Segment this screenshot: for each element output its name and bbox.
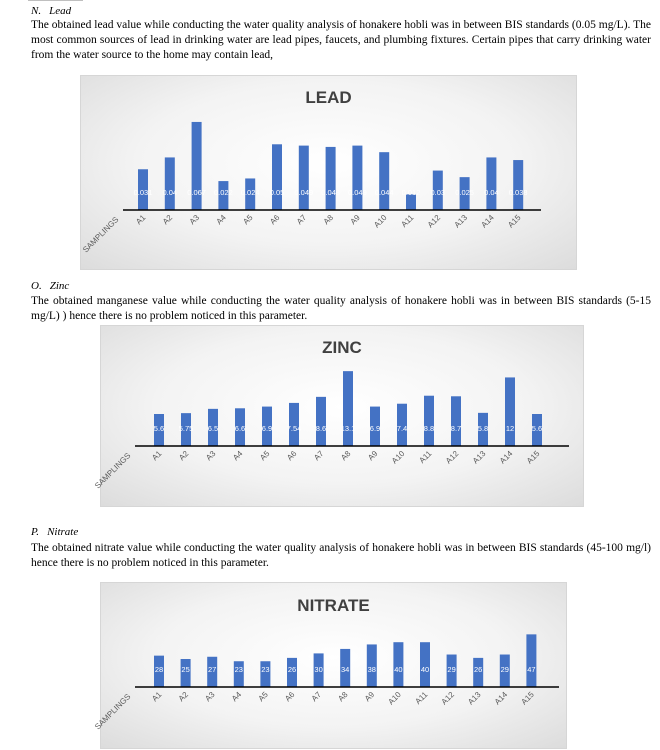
section-text-zinc: The obtained manganese value while conducting the water quality analysis of honakere hobli was in between BIS standards (5-15 mg/L) ) hence there is no problem noticed in this parameter. [31, 295, 651, 322]
chart-title: ZINC [322, 338, 362, 357]
tick-label-a5: A5 [256, 690, 270, 704]
data-label-a11: 40 [420, 665, 430, 674]
tick-label-a15: A15 [506, 213, 523, 230]
tick-label-a14: A14 [492, 690, 510, 707]
x-axis-label: SAMPLINGS [93, 451, 133, 491]
data-label-a1: 28 [154, 665, 164, 674]
tick-label-a4: A4 [231, 449, 245, 463]
tick-label-a12: A12 [425, 213, 443, 230]
data-label-a4: 0.022 [214, 188, 233, 197]
tick-label-a2: A2 [160, 213, 175, 227]
data-label-a15: 0.038 [508, 188, 528, 197]
data-label-a1: 0.031 [133, 188, 153, 197]
data-label-a6: 0.05 [269, 188, 285, 197]
data-label-a5: 0.024 [240, 188, 260, 197]
section-text-nitrate: The obtained nitrate value while conducting the water quality analysis of honakere hobli was in between BIS standards (45-100 mg/l) hence there is no problem noticed in this parameter. [31, 542, 651, 569]
data-label-a11: 0.012 [401, 188, 421, 197]
tick-label-a11: A11 [417, 449, 434, 466]
x-axis-label: SAMPLINGS [93, 692, 133, 732]
chart-nitrate [93, 582, 567, 749]
section-title: Lead [49, 5, 72, 17]
data-label-a5: 23 [261, 665, 270, 674]
data-label-a12: 0.03 [430, 188, 446, 197]
tick-label-a10: A10 [389, 449, 407, 466]
tick-label-a1: A1 [150, 449, 164, 463]
tick-label-a7: A7 [294, 213, 309, 227]
bar-a14 [505, 377, 515, 446]
tick-label-a14: A14 [497, 449, 515, 466]
data-label-a3: 27 [208, 665, 217, 674]
data-label-a2: 25 [181, 665, 190, 674]
section-title: Zinc [49, 280, 70, 292]
tick-label-a8: A8 [336, 690, 350, 704]
data-label-a8: 34 [341, 665, 350, 674]
tick-label-a14: A14 [479, 213, 496, 230]
tick-label-a15: A15 [519, 690, 536, 707]
bar-a12 [451, 396, 461, 446]
tick-label-a15: A15 [524, 449, 542, 466]
tick-label-a2: A2 [176, 690, 191, 704]
tick-label-a6: A6 [268, 213, 282, 227]
data-label-a2: 0.04 [162, 188, 178, 197]
data-label-a15: 47 [527, 665, 536, 674]
tick-label-a5: A5 [258, 449, 272, 463]
tick-label-a7: A7 [309, 690, 324, 704]
tick-label-a8: A8 [339, 449, 353, 463]
tick-label-a9: A9 [348, 213, 362, 227]
tick-label-a1: A1 [134, 213, 148, 227]
data-label-a13: 26 [474, 665, 483, 674]
bar-a2 [165, 157, 175, 210]
data-label-a7: 8.6 [315, 424, 327, 433]
data-label-a10: 7.4 [396, 424, 408, 433]
tick-label-a12: A12 [439, 690, 457, 707]
tick-label-a2: A2 [177, 449, 191, 463]
chart-title: LEAD [305, 88, 352, 107]
tick-label-a8: A8 [321, 213, 336, 227]
chart-title: NITRATE [297, 596, 370, 615]
bar-a8 [326, 147, 336, 210]
bar-a14 [486, 157, 496, 210]
section-letter: O. [31, 280, 42, 292]
data-label-a1: 5.6 [153, 424, 165, 433]
tick-label-a13: A13 [470, 449, 488, 466]
chart-zinc-svg [93, 326, 583, 506]
data-label-a9: 0.049 [348, 188, 367, 197]
section-text-lead: The obtained lead value while conducting the water quality analysis of honakere hobli was in between BIS standards (0.05 mg/L). The most common sources of lead in drinking water are lead pipes, faucets, and plumbing fixtures. Certain pipes that carry drinking water from the water source to the home may contain lead, [31, 19, 651, 61]
bar-a7 [299, 146, 309, 210]
bar-a6 [272, 144, 282, 210]
tick-label-a13: A13 [466, 690, 483, 707]
bar-a11 [424, 396, 434, 446]
tick-label-a3: A3 [203, 690, 217, 704]
tick-label-a3: A3 [187, 213, 202, 227]
data-label-a5: 6.9 [261, 424, 273, 433]
tick-label-a10: A10 [372, 213, 389, 230]
top-rule [28, 0, 83, 1]
tick-label-a11: A11 [413, 690, 430, 707]
data-label-a13: 5.8 [477, 424, 489, 433]
data-label-a13: 0.025 [455, 188, 474, 197]
chart-lead [80, 75, 577, 270]
data-label-a12: 8.7 [450, 424, 462, 433]
data-label-a15: 5.6 [531, 424, 543, 433]
data-label-a2: 5.75 [178, 424, 194, 433]
section-title: Nitrate [47, 526, 79, 538]
data-label-a7: 30 [314, 665, 323, 674]
tick-label-a6: A6 [283, 690, 297, 704]
data-label-a10: 0.044 [374, 188, 394, 197]
bar-a8 [343, 371, 353, 446]
bar-a10 [379, 152, 389, 210]
tick-label-a11: A11 [399, 213, 416, 230]
section-heading-lead [31, 5, 71, 18]
bar-a7 [316, 397, 326, 446]
chart-zinc [93, 325, 584, 507]
tick-label-a4: A4 [229, 690, 244, 704]
data-label-a10: 40 [394, 665, 403, 674]
data-label-a6: 7.54 [286, 424, 302, 433]
data-label-a3: 0.067 [187, 188, 206, 197]
data-label-a8: 0.048 [321, 188, 340, 197]
tick-label-a13: A13 [452, 213, 470, 230]
data-label-a14: 0.04 [484, 188, 499, 197]
data-label-a7: 0.049 [294, 188, 314, 197]
x-axis-label: SAMPLINGS [81, 215, 121, 255]
tick-label-a7: A7 [312, 449, 326, 463]
data-label-a14: 12 [505, 424, 515, 433]
section-letter: P. [31, 526, 40, 538]
bar-a9 [352, 146, 362, 210]
chart-nitrate-svg [93, 583, 566, 748]
data-label-a9: 6.9 [369, 424, 381, 433]
data-label-a4: 6.6 [234, 424, 246, 433]
bar-a15 [513, 160, 523, 210]
data-label-a11: 8.8 [423, 424, 435, 433]
data-label-a6: 26 [287, 665, 297, 674]
data-label-a3: 6.5 [207, 424, 219, 433]
bar-a15 [526, 634, 536, 687]
chart-lead-svg [81, 76, 576, 269]
section-heading-zinc [31, 280, 69, 293]
data-label-a4: 23 [234, 665, 243, 674]
data-label-a14: 29 [500, 665, 509, 674]
tick-label-a5: A5 [241, 213, 255, 227]
data-label-a8: 13.1 [340, 424, 356, 433]
tick-label-a6: A6 [285, 449, 299, 463]
data-label-a9: 38 [367, 665, 376, 674]
tick-label-a1: A1 [150, 690, 164, 704]
section-letter: N. [31, 5, 42, 17]
tick-label-a3: A3 [204, 449, 218, 463]
tick-label-a12: A12 [443, 449, 461, 466]
tick-label-a9: A9 [362, 690, 377, 704]
tick-label-a10: A10 [386, 690, 403, 707]
section-heading-nitrate [31, 526, 78, 539]
tick-label-a4: A4 [214, 213, 228, 227]
data-label-a12: 29 [447, 665, 456, 674]
tick-label-a9: A9 [366, 449, 380, 463]
